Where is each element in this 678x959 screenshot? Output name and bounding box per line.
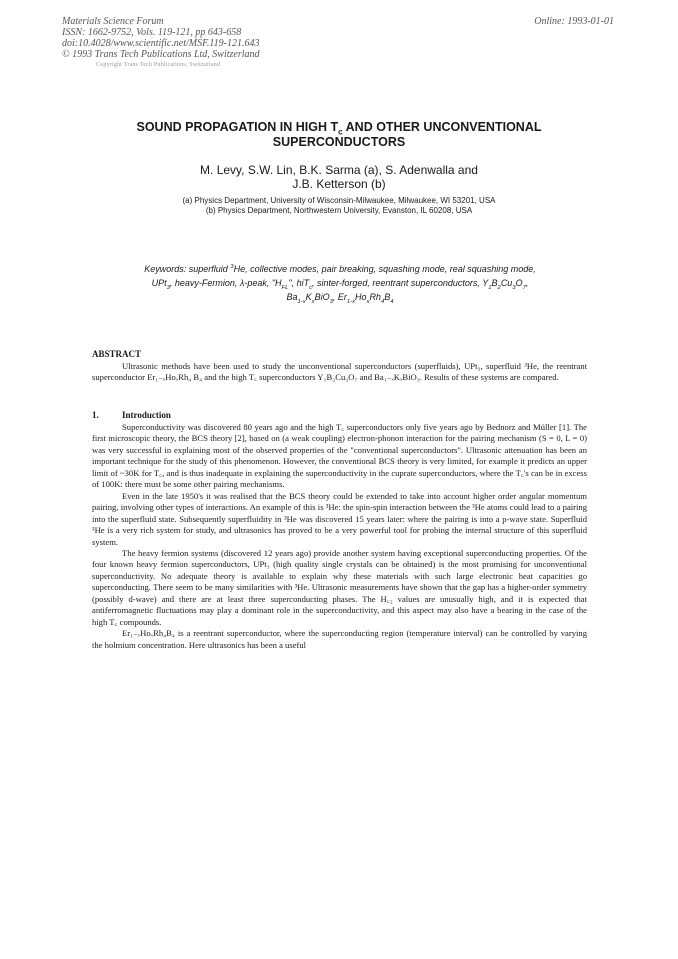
intro-paragraph-4: Er₁₋ₓHoₓRh₄B₄ is a reentrant superconductor, where the superconducting region (temperature interval) can be controlled by varying the holmium concentration. Here ultrasonics has been a useful <box>92 628 587 650</box>
keywords-line-1: Keywords: superfluid $^3$He, collective modes, pair breaking, squashing mode, real squashing mode, <box>144 264 536 274</box>
keywords-line-2: UPt$_3$, heavy-Fermion, λ-peak, "$H_{FL}$", hiT$_c$, sinter-forged, reentrant superconductors, $Y_1B_2Cu_3O_7$, <box>151 278 529 291</box>
introduction-body <box>92 422 587 651</box>
keywords-line-3: $Ba_{1-x}K_xBiO_3$, $Er_{1-x}Ho_xRh_4B_4$ <box>286 292 394 305</box>
title-line-2: SUPERCONDUCTORS <box>272 135 406 149</box>
section-title: Introduction <box>122 410 171 420</box>
affiliation-a: (a) Physics Department, University of Wisconsin-Milwaukee, Milwaukee, WI 53201, USA <box>182 196 496 205</box>
intro-paragraph-2: Even in the late 1950's it was realised that the BCS theory could be extended to take into account higher order angular momentum pairing, involving other types of interactions. An example of this is ³He: the spin-spin interaction between the ³He atoms could lead to a pairing into the superfluid state. Subsequently superfluidity in ³He was discovered 15 years later: where the pairing is into a p-wave state. Superfluid ³He is a very rich system for study, and ultrasonics has proved to be a very powerful tool for probing the internal structure of this superfluid system. <box>92 490 587 547</box>
doi-line: doi:10.4028/www.scientific.net/MSF.119-121.643 <box>62 38 260 49</box>
paper-title <box>60 120 618 150</box>
journal-name: Materials Science Forum <box>62 16 164 27</box>
affiliations <box>60 196 618 216</box>
intro-paragraph-1: Superconductivity was discovered 80 years ago and the high T꜀ superconductors only five years ago by Bednorz and Müller [1]. The first microscopic theory, the BCS theory [2], based on (a weak coupling) electron-phonon interaction for the pairing mechanism (S = 0, L = 0) was very successful in explaining most of the observed properties of the "conventional superconductors". Ultrasonic attenuation has been an important technique for the study of this phenomenon. However, the conventional BCS theory is very limited, for example it predicts an upper limit of ~30K for T꜀, and is thus inadequate in explaining the superconductivity in the cuprate superconductors, where the T꜀'s can be in excess of 100K: there must be some other pairing mechanisms. <box>92 422 587 490</box>
authors-line-1: M. Levy, S.W. Lin, B.K. Sarma (a), S. Adenwalla and <box>200 163 478 177</box>
citation-header <box>62 16 260 60</box>
abstract-text: Ultrasonic methods have been used to study the unconventional superconductors (superfluids), UPt₃, superfluid ³He, the reentrant superconductor Er₁₋ₓHoₓRh₄ B₄ and the high T꜀ superconductors Y₁B₂Cu₃O₇ and Ba₁₋ₓKₓBiO₃. Results of these systems are compared. <box>92 361 587 383</box>
author-list <box>60 163 618 191</box>
issn-line: ISSN: 1662-9752, Vols. 119-121, pp 643-658 <box>62 27 242 38</box>
title-line-1: SOUND PROPAGATION IN HIGH $T_c$ AND OTHER UNCONVENTIONAL <box>136 120 542 137</box>
authors-line-2: J.B. Ketterson (b) <box>292 177 386 191</box>
online-date: Online: 1993-01-01 <box>534 16 614 27</box>
abstract-body <box>92 361 587 384</box>
intro-paragraph-3: The heavy fermion systems (discovered 12 years ago) provide another system having exceptional superconducting properties. Of the four known heavy fermion superconductors, UPt₃ (high quality single crystals can be obtained) is the most promising for unconventional superconductivity. No adequate theory is available to explain why these materials with such large electronic heat capacities go superconducting. There seem to be many similarities with ³He. Ultrasonic measurements have shown that the gap has a higher-order symmetry (possibly d-wave) and there are at least three superconducting phases. The H꜀₂ values are unusually high, and it is expected that antiferromagnetic fluctuations may play a dominant role in the superconductivity, and this aspect may also have a bearing in the case of the high T꜀ compounds. <box>92 547 587 627</box>
copyright-line: © 1993 Trans Tech Publications Ltd, Switzerland <box>62 49 260 60</box>
faint-copyright: Copyright Trans Tech Publications, Switzerland <box>96 62 221 68</box>
section-number: 1. <box>92 410 99 420</box>
section-heading-introduction <box>92 410 171 420</box>
keywords-block <box>90 262 590 304</box>
affiliation-b: (b) Physics Department, Northwestern University, Evanston, IL 60208, USA <box>205 206 473 215</box>
abstract-heading: ABSTRACT <box>92 349 142 359</box>
